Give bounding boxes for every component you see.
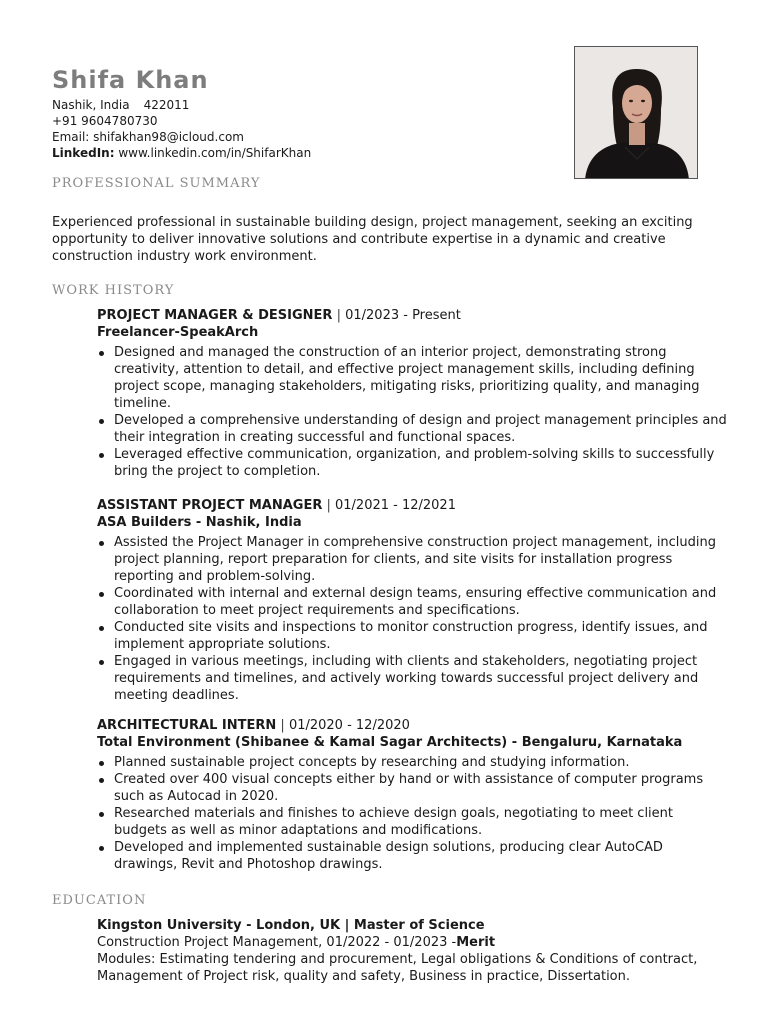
email: Email: shifakhan98@icloud.com [52,130,244,144]
job-company: Freelancer-SpeakArch [97,325,259,340]
job-title-line [97,717,727,734]
section-title-summary: PROFESSIONAL SUMMARY [52,176,261,191]
job-separator: | [332,308,346,323]
job-title: ASSISTANT PROJECT MANAGER [97,498,323,513]
city: Nashik, India [52,98,130,112]
address-line [52,97,311,113]
phone: +91 9604780730 [52,114,158,128]
job-bullets [97,534,727,704]
job-company: ASA Builders - Nashik, India [97,515,302,530]
job-bullet: Planned sustainable project concepts by researching and studying information. [97,754,727,771]
education-program: Construction Project Management, 01/2022 - 01/2023 - [97,935,457,950]
job-title: PROJECT MANAGER & DESIGNER [97,308,333,323]
job-dates: 01/2023 - Present [345,308,461,323]
job-separator: | [322,498,335,513]
job-company: Total Environment (Shibanee & Kamal Sagar Architects) - Bengaluru, Karnataka [97,735,683,750]
job-title: ARCHITECTURAL INTERN [97,718,277,733]
job-bullet: Developed and implemented sustainable design solutions, producing clear AutoCAD drawings, Revit and Photoshop drawings. [97,839,727,873]
postcode: 422011 [143,98,190,112]
education-modules: Modules: Estimating tendering and procurement, Legal obligations & Conditions of contract, Management of Project risk, quality and safety, Business in practice, Dissertation. [97,952,698,984]
job-bullet: Leveraged effective communication, organization, and problem-solving skills to successfully bring the project to completion. [97,446,727,480]
job-title-line [97,307,727,324]
job-title-line [97,497,727,514]
job-bullets [97,754,727,873]
job-bullet: Coordinated with internal and external design teams, ensuring effective communication and collaboration to meet project requirements and specifications. [97,585,727,619]
job-bullet: Created over 400 visual concepts either by hand or with assistance of computer programs such as Autocad in 2020. [97,771,727,805]
education-entry [97,917,737,985]
job-dates: 01/2020 - 12/2020 [288,718,410,733]
job-bullet: Researched materials and finishes to achieve design goals, negotiating to meet client budgets as well as minor adaptations and modifications. [97,805,727,839]
linkedin-line [52,145,311,161]
job-entry [97,717,727,873]
job-bullet: Engaged in various meetings, including with clients and stakeholders, negotiating project requirements and timelines, and actively working towards successful project delivery and meeting deadlines. [97,653,727,704]
section-title-work-history: WORK HISTORY [52,283,175,298]
job-bullet: Conducted site visits and inspections to monitor construction progress, identify issues, and implement appropriate solutions. [97,619,727,653]
job-entry [97,307,727,480]
job-bullets [97,344,727,480]
job-entry [97,497,727,704]
linkedin-label: LinkedIn: [52,146,115,160]
education-grade: Merit [456,935,496,950]
job-dates: 01/2021 - 12/2021 [335,498,456,513]
job-separator: | [276,718,289,733]
education-heading: Kingston University - London, UK | Master of Science [97,918,485,933]
job-bullet: Designed and managed the construction of an interior project, demonstrating strong creativity, attention to detail, and effective project management skills, including defining project scope, managing stakeholders, mitigating risks, prioritizing quality, and managing timeline. [97,344,727,412]
linkedin-url: www.linkedin.com/in/ShifarKhan [118,146,312,160]
candidate-name: Shifa Khan [52,66,209,94]
profile-photo-image [575,47,698,179]
contact-block [52,97,311,161]
professional-summary: Experienced professional in sustainable building design, project management, seeking an exciting opportunity to deliver innovative solutions and contribute expertise in a dynamic and creative construction industry work environment. [52,215,693,264]
profile-photo [574,46,698,179]
education-program-line [97,934,737,951]
section-title-education: EDUCATION [52,893,147,908]
job-bullet: Assisted the Project Manager in comprehensive construction project management, including project planning, report preparation for clients, and site visits for installation progress reporting and problem-solving. [97,534,727,585]
job-bullet: Developed a comprehensive understanding of design and project management principles and their integration in creating successful and functional spaces. [97,412,727,446]
